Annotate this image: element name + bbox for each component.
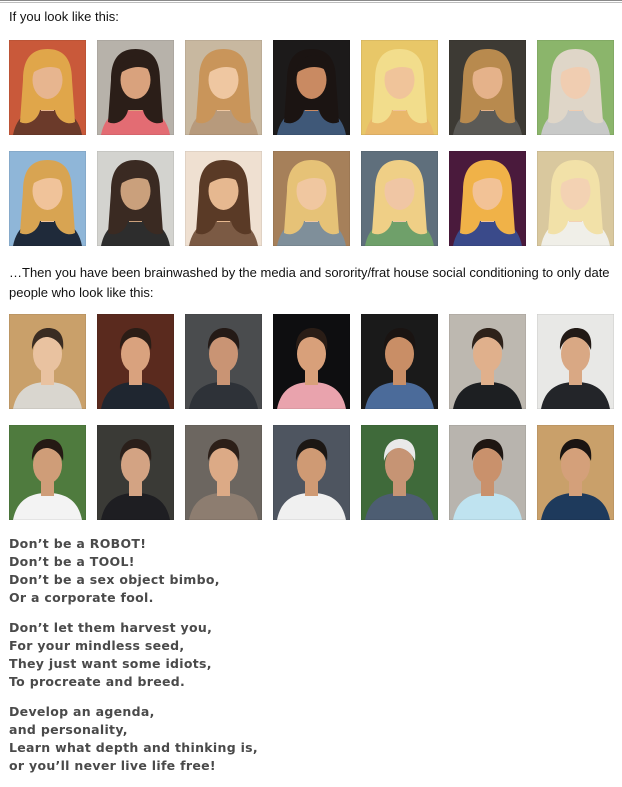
man-portrait-photo <box>273 314 350 409</box>
men-photo-grid <box>9 314 614 520</box>
middle-text: …Then you have been brainwashed by the media and sorority/frat house social conditioning to only date people who look like this: <box>9 265 610 300</box>
woman-portrait-photo <box>185 40 262 135</box>
woman-portrait-photo <box>537 40 614 135</box>
poem-line: Learn what depth and thinking is, <box>9 740 258 755</box>
man-portrait-photo <box>537 314 614 409</box>
poem-line: Don’t be a TOOL! <box>9 554 135 569</box>
man-portrait-photo <box>185 425 262 520</box>
man-portrait-photo <box>185 314 262 409</box>
woman-portrait-photo <box>361 40 438 135</box>
poem-stanza-3 <box>9 703 258 775</box>
woman-portrait-photo <box>273 151 350 246</box>
man-portrait-photo <box>449 314 526 409</box>
poem-line: Or a corporate fool. <box>9 590 154 605</box>
man-portrait-photo <box>537 425 614 520</box>
poem-line: Don’t let them harvest you, <box>9 620 213 635</box>
poem-line: Don’t be a sex object bimbo, <box>9 572 220 587</box>
man-portrait-photo <box>9 425 86 520</box>
poem-stanza-2 <box>9 619 258 691</box>
woman-portrait-photo <box>273 40 350 135</box>
poem-stanza-1 <box>9 535 258 607</box>
woman-portrait-photo <box>9 151 86 246</box>
woman-portrait-photo <box>361 151 438 246</box>
man-portrait-photo <box>97 314 174 409</box>
poem <box>9 535 258 787</box>
poem-line: Develop an agenda, <box>9 704 155 719</box>
woman-portrait-photo <box>185 151 262 246</box>
woman-portrait-photo <box>97 40 174 135</box>
man-portrait-photo <box>9 314 86 409</box>
poem-line: or you’ll never live life free! <box>9 758 216 773</box>
woman-portrait-photo <box>449 40 526 135</box>
woman-portrait-photo <box>449 151 526 246</box>
poem-line: For your mindless seed, <box>9 638 185 653</box>
poem-line: To procreate and breed. <box>9 674 186 689</box>
man-portrait-photo <box>361 425 438 520</box>
woman-portrait-photo <box>9 40 86 135</box>
poem-line: Don’t be a ROBOT! <box>9 536 147 551</box>
woman-portrait-photo <box>537 151 614 246</box>
woman-portrait-photo <box>97 151 174 246</box>
intro-text: If you look like this: <box>9 9 119 24</box>
top-divider <box>0 0 622 3</box>
poem-line: and personality, <box>9 722 128 737</box>
man-portrait-photo <box>273 425 350 520</box>
man-portrait-photo <box>361 314 438 409</box>
women-photo-grid <box>9 40 614 246</box>
poem-line: They just want some idiots, <box>9 656 212 671</box>
man-portrait-photo <box>97 425 174 520</box>
man-portrait-photo <box>449 425 526 520</box>
